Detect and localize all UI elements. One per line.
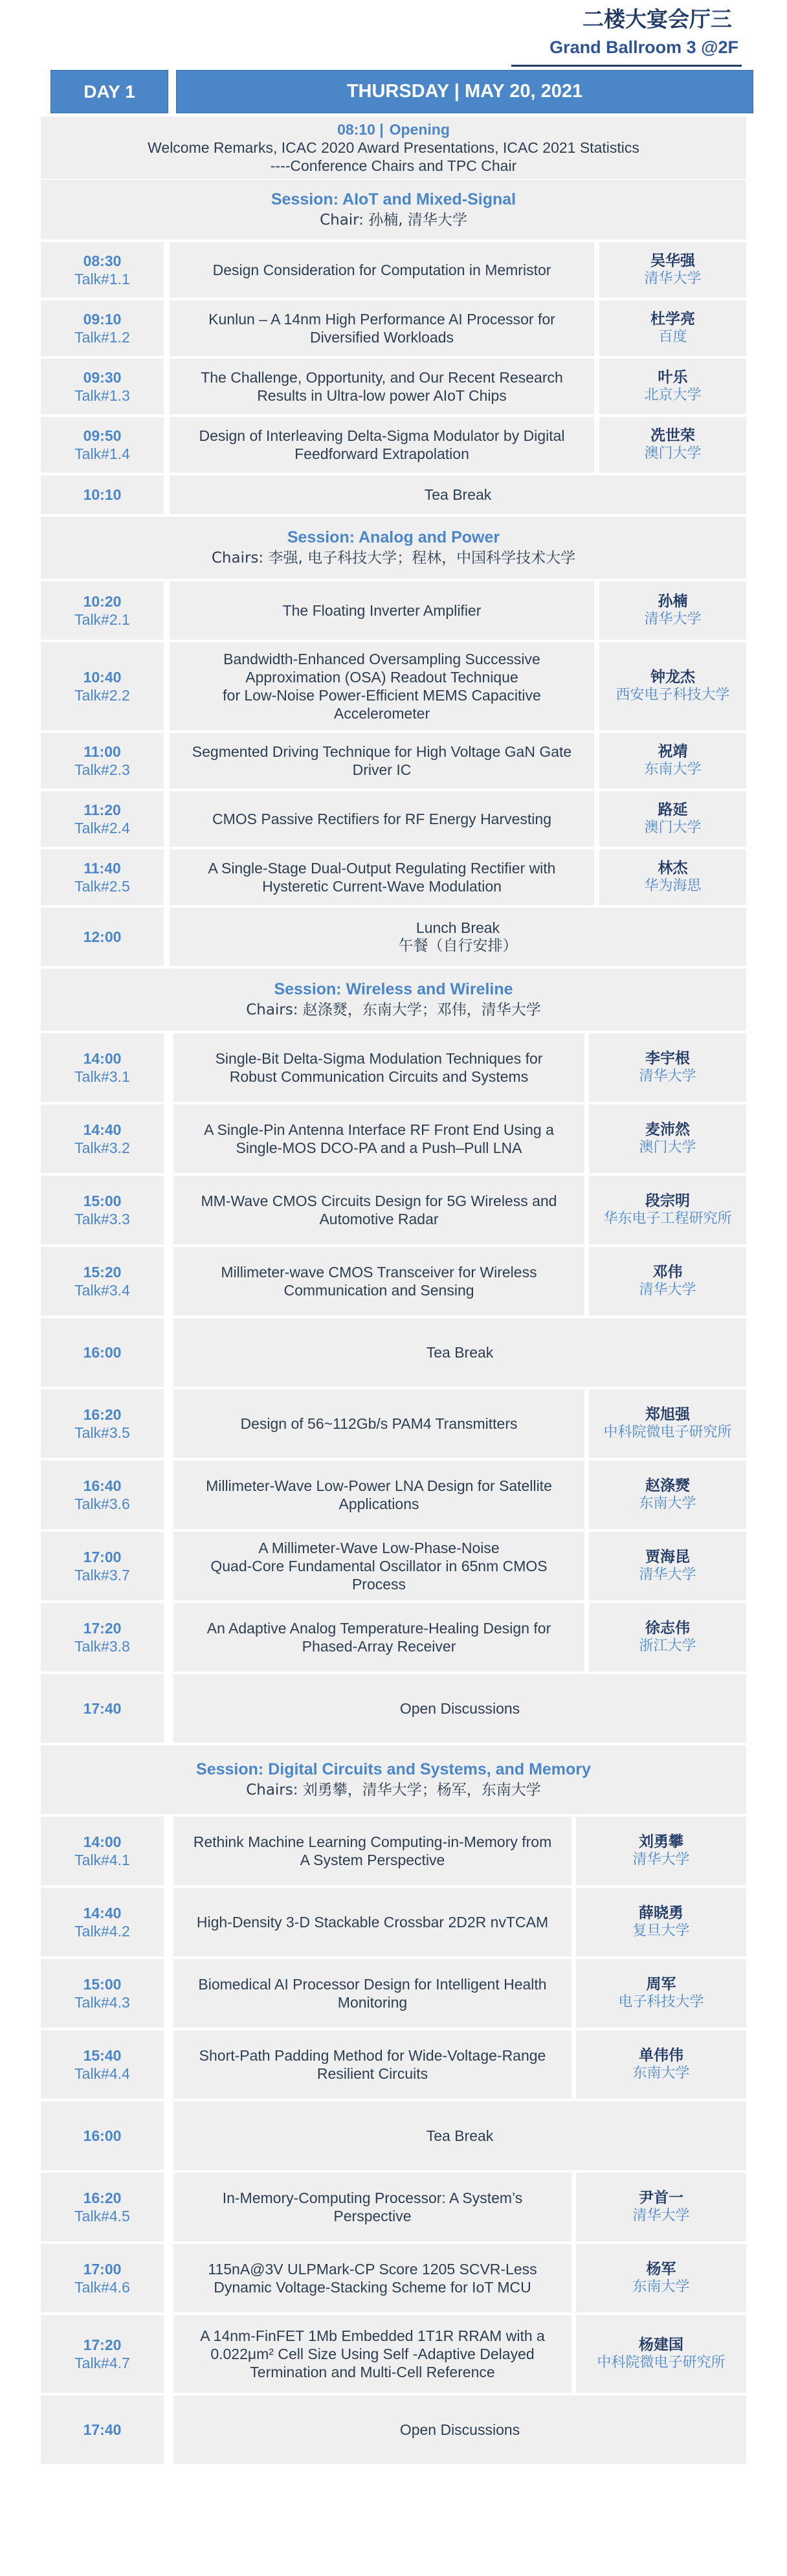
talk-title: Single-MOS DCO-PA and a Push–Pull LNA — [236, 1139, 522, 1156]
break-cell — [170, 908, 746, 966]
talk-time-cell — [41, 1959, 164, 2028]
speaker-name: 徐志伟 — [645, 1620, 690, 1637]
break-cell — [173, 1318, 746, 1387]
speaker-cell — [599, 849, 746, 905]
talk-time-cell — [41, 1532, 164, 1600]
talk-time-cell — [41, 2244, 164, 2313]
speaker-affiliation: 东南大学 — [639, 1495, 696, 1512]
talk-number: Talk#4.2 — [74, 1923, 130, 1940]
talk-time: 14:40 — [83, 1905, 122, 1921]
talk-time-cell — [41, 1888, 164, 1956]
talk-title: The Floating Inverter Amplifier — [282, 602, 482, 619]
speaker-affiliation: 华东电子工程研究所 — [603, 1211, 732, 1227]
talk-title: Termination and Multi-Cell Reference — [250, 2364, 495, 2380]
opening-time: 08:10 | — [337, 121, 384, 138]
talk-number: Talk#3.3 — [74, 1211, 130, 1227]
break-cell — [170, 475, 746, 514]
session-chairs: Chairs: 刘勇攀，清华大学；杨军，东南大学 — [246, 1782, 541, 1798]
speaker-name: 赵涤燹 — [645, 1477, 690, 1494]
talk-title-cell — [170, 359, 594, 414]
speaker-affiliation: 澳门大学 — [644, 445, 702, 462]
break-label: Tea Break — [424, 486, 492, 503]
break-label: Tea Break — [426, 2127, 494, 2144]
speaker-cell — [599, 791, 746, 847]
speaker-cell — [589, 1389, 746, 1458]
talk-title: Approximation (OSA) Readout Technique — [245, 669, 518, 686]
talk-title: Single-Bit Delta-Sigma Modulation Techniques for — [215, 1050, 543, 1067]
talk-title-cell — [173, 1532, 584, 1600]
talk-title: Feedforward Extrapolation — [294, 445, 469, 462]
speaker-name: 冼世荣 — [650, 427, 695, 444]
talk-time-cell — [41, 733, 164, 789]
talk-title-cell — [170, 849, 594, 905]
talk-time: 16:40 — [83, 1477, 122, 1494]
speaker-affiliation: 百度 — [658, 329, 687, 345]
speaker-name: 尹首一 — [639, 2190, 683, 2206]
speaker-affiliation: 东南大学 — [632, 2279, 690, 2295]
talk-time: 11:40 — [83, 860, 121, 877]
day-label: DAY 1 — [50, 70, 168, 113]
break-note: 午餐（自行安排） — [398, 937, 518, 954]
talk-title-cell — [173, 2315, 571, 2393]
speaker-cell — [599, 581, 746, 640]
speaker-cell — [599, 417, 746, 473]
speaker-affiliation: 北京大学 — [644, 387, 702, 403]
break-time-cell — [41, 475, 164, 514]
talk-title-cell — [173, 2173, 571, 2241]
talk-title: A Single-Stage Dual-Output Regulating Rectifier with — [208, 860, 556, 877]
talk-number: Talk#3.2 — [74, 1139, 130, 1156]
talk-time: 10:40 — [83, 669, 122, 686]
talk-title: High-Density 3-D Stackable Crossbar 2D2R nvTCAM — [196, 1914, 549, 1931]
talk-title-cell — [173, 1959, 571, 2028]
speaker-cell — [599, 733, 746, 789]
speaker-cell — [589, 1033, 746, 1102]
talk-title: for Low-Noise Power-Efficient MEMS Capacitive — [223, 687, 541, 704]
talk-time: 10:20 — [83, 593, 122, 610]
speaker-cell — [576, 1959, 746, 2028]
talk-time-cell — [41, 417, 164, 473]
talk-title: Millimeter-Wave Low-Power LNA Design for Satellite — [206, 1477, 552, 1494]
talk-title-cell — [170, 791, 594, 847]
speaker-affiliation: 清华大学 — [632, 1852, 690, 1868]
break-time-cell — [41, 908, 164, 966]
talk-title: Quad-Core Fundamental Oscillator in 65nm CMOS — [210, 1558, 548, 1574]
talk-number: Talk#2.3 — [74, 761, 130, 778]
break-time: 12:00 — [83, 928, 122, 945]
talk-title-cell — [173, 1817, 571, 1885]
break-label: Lunch Break — [416, 919, 500, 936]
opening-block — [41, 117, 746, 179]
talk-time: 15:00 — [83, 1976, 122, 1993]
talk-title-cell — [173, 1603, 584, 1672]
talk-title: Diversified Workloads — [310, 329, 454, 346]
talk-number: Talk#2.5 — [74, 878, 130, 895]
opening-line: ----Conference Chairs and TPC Chair — [270, 157, 517, 174]
talk-time-cell — [41, 2315, 164, 2393]
break-label: Open Discussions — [399, 2421, 520, 2438]
talk-time-cell — [41, 2030, 164, 2099]
hall-name-en: Grand Ballroom 3 @2F — [549, 38, 738, 57]
talk-title: Kunlun – A 14nm High Performance AI Processor for — [208, 311, 555, 328]
talk-time: 09:50 — [83, 427, 122, 444]
speaker-affiliation: 复旦大学 — [632, 1923, 690, 1939]
session-title: Session: Analog and Power — [287, 528, 500, 546]
speaker-affiliation: 中科院微电子研究所 — [603, 1424, 732, 1440]
talk-title-cell — [170, 733, 594, 789]
speaker-name: 周军 — [646, 1976, 676, 1993]
talk-time-cell — [41, 1247, 164, 1316]
talk-title: Perspective — [333, 2208, 412, 2224]
talk-time-cell — [41, 1461, 164, 1529]
talk-title-cell — [170, 642, 594, 730]
talk-title: A 14nm-FinFET 1Mb Embedded 1T1R RRAM with a — [200, 2327, 545, 2344]
talk-title: A Single-Pin Antenna Interface RF Front End Using a — [204, 1121, 554, 1138]
speaker-affiliation: 中科院微电子研究所 — [597, 2355, 726, 2371]
talk-title-cell — [170, 300, 594, 356]
talk-number: Talk#1.1 — [74, 271, 130, 287]
speaker-affiliation: 清华大学 — [639, 1068, 696, 1084]
talk-title: Segmented Driving Technique for High Voltage GaN Gate — [192, 743, 572, 760]
talk-title: The Challenge, Opportunity, and Our Recent Research — [201, 369, 563, 386]
talk-title: Design Consideration for Computation in Memristor — [212, 262, 551, 278]
speaker-name: 段宗明 — [645, 1193, 690, 1209]
talk-time: 15:20 — [83, 1264, 122, 1281]
break-time-cell — [41, 2395, 164, 2464]
talk-time-cell — [41, 1176, 164, 1244]
speaker-cell — [576, 2173, 746, 2241]
talk-title: In-Memory-Computing Processor: A System’s — [222, 2190, 523, 2206]
talk-title: Applications — [338, 1495, 419, 1512]
talk-title: Dynamic Voltage-Stacking Scheme for IoT MCU — [214, 2279, 531, 2296]
speaker-affiliation: 清华大学 — [632, 2208, 690, 2224]
break-time: 17:40 — [83, 2421, 122, 2438]
talk-number: Talk#4.5 — [74, 2208, 130, 2224]
opening-title: Opening — [389, 121, 450, 138]
session-header — [41, 180, 746, 240]
session-title: Session: AIoT and Mixed-Signal — [271, 190, 516, 208]
talk-time: 17:20 — [83, 1620, 122, 1637]
talk-title-cell — [170, 581, 594, 640]
talk-title: Automotive Radar — [319, 1211, 439, 1227]
break-cell — [173, 2101, 746, 2170]
talk-time-cell — [41, 242, 164, 298]
speaker-affiliation: 东南大学 — [644, 761, 702, 778]
speaker-cell — [589, 1176, 746, 1244]
speaker-name: 邓伟 — [652, 1264, 683, 1281]
header-underline — [511, 65, 742, 67]
talk-time-cell — [41, 1817, 164, 1885]
speaker-affiliation: 西安电子科技大学 — [615, 687, 730, 703]
talk-title: Millimeter-wave CMOS Transceiver for Wireless — [221, 1264, 537, 1281]
talk-title-cell — [173, 2030, 571, 2099]
talk-title-cell — [173, 1104, 584, 1173]
talk-title: Accelerometer — [333, 705, 430, 722]
talk-time: 14:40 — [83, 1121, 122, 1138]
talk-title-cell — [173, 1888, 571, 1956]
talk-time: 16:20 — [83, 1406, 122, 1423]
talk-number: Talk#2.2 — [74, 687, 130, 704]
talk-title: Hysteretic Current-Wave Modulation — [262, 878, 502, 895]
speaker-cell — [599, 300, 746, 356]
break-label: Tea Break — [426, 1344, 494, 1361]
speaker-cell — [589, 1247, 746, 1316]
talk-time-cell — [41, 1389, 164, 1458]
talk-time: 15:00 — [83, 1193, 122, 1209]
break-cell — [173, 2395, 746, 2464]
session-chairs: Chair: 孙楠, 清华大学 — [320, 212, 467, 229]
date-label: THURSDAY | MAY 20, 2021 — [176, 70, 753, 113]
talk-number: Talk#3.8 — [74, 1638, 130, 1655]
speaker-name: 薛晓勇 — [639, 1905, 683, 1921]
speaker-cell — [599, 359, 746, 414]
talk-time-cell — [41, 849, 164, 905]
talk-title-cell — [173, 1033, 584, 1102]
speaker-name: 杜学亮 — [650, 311, 695, 328]
session-header — [41, 517, 746, 579]
session-header — [41, 1745, 746, 1814]
speaker-name: 祝靖 — [658, 743, 688, 760]
talk-time: 11:00 — [83, 743, 121, 760]
speaker-affiliation: 澳门大学 — [644, 820, 702, 836]
speaker-name: 路延 — [658, 801, 688, 818]
talk-title: 0.022μm² Cell Size Using Self -Adaptive Delayed — [210, 2346, 535, 2362]
talk-title: Results in Ultra-low power AIoT Chips — [257, 387, 507, 404]
speaker-affiliation: 浙江大学 — [639, 1638, 696, 1654]
speaker-name: 林杰 — [658, 860, 688, 877]
talk-title: MM-Wave CMOS Circuits Design for 5G Wireless and — [201, 1193, 557, 1209]
speaker-name: 单伟伟 — [639, 2047, 683, 2064]
talk-title-cell — [173, 1247, 584, 1316]
talk-number: Talk#1.3 — [74, 387, 130, 404]
talk-number: Talk#3.6 — [74, 1495, 130, 1512]
talk-number: Talk#4.4 — [74, 2065, 130, 2082]
talk-number: Talk#3.5 — [74, 1424, 130, 1441]
speaker-name: 吴华强 — [650, 252, 695, 269]
talk-time: 17:00 — [83, 1549, 122, 1565]
break-time-cell — [41, 2101, 164, 2170]
speaker-name: 杨建国 — [639, 2336, 683, 2353]
speaker-cell — [576, 1817, 746, 1885]
talk-title: CMOS Passive Rectifiers for RF Energy Harvesting — [212, 811, 552, 827]
talk-time: 08:30 — [83, 252, 122, 269]
talk-title: Biomedical AI Processor Design for Intelligent Health — [198, 1976, 547, 1993]
speaker-affiliation: 清华大学 — [644, 271, 702, 287]
talk-title: Short-Path Padding Method for Wide-Voltage-Range — [199, 2047, 546, 2064]
talk-time: 11:20 — [83, 801, 121, 818]
speaker-name: 麦沛然 — [645, 1121, 690, 1138]
speaker-name: 叶乐 — [658, 369, 688, 386]
speaker-name: 钟龙杰 — [650, 669, 695, 686]
speaker-affiliation: 东南大学 — [632, 2065, 690, 2081]
speaker-cell — [599, 642, 746, 730]
talk-title: A Millimeter-Wave Low-Phase-Noise — [258, 1540, 500, 1556]
speaker-affiliation: 清华大学 — [639, 1282, 696, 1298]
session-chairs: Chairs: 李强, 电子科技大学；程林，中国科学技术大学 — [211, 550, 576, 566]
speaker-name: 孙楠 — [658, 593, 688, 610]
talk-time-cell — [41, 1033, 164, 1102]
speaker-affiliation: 澳门大学 — [639, 1139, 696, 1156]
talk-title-cell — [170, 417, 594, 473]
talk-title: 115nA@3V ULPMark-CP Score 1205 SCVR-Less — [208, 2261, 537, 2278]
talk-time-cell — [41, 2173, 164, 2241]
speaker-cell — [589, 1104, 746, 1173]
speaker-affiliation: 清华大学 — [639, 1567, 696, 1583]
speaker-name: 郑旭强 — [645, 1406, 690, 1423]
talk-title: Robust Communication Circuits and Systems — [229, 1068, 529, 1085]
talk-number: Talk#3.7 — [74, 1567, 130, 1584]
talk-time: 17:00 — [83, 2261, 122, 2278]
talk-time-cell — [41, 300, 164, 356]
talk-title-cell — [173, 2244, 571, 2313]
talk-title: Monitoring — [337, 1994, 408, 2011]
break-cell — [173, 1674, 746, 1743]
talk-time-cell — [41, 359, 164, 414]
break-time: 16:00 — [83, 1344, 122, 1361]
talk-time: 09:30 — [83, 369, 122, 386]
talk-title-cell — [173, 1461, 584, 1529]
speaker-name: 贾海昆 — [645, 1549, 690, 1565]
speaker-name: 李宇根 — [645, 1050, 690, 1067]
talk-number: Talk#4.7 — [74, 2355, 130, 2371]
talk-title: Process — [351, 1576, 406, 1593]
talk-title: Resilient Circuits — [316, 2065, 428, 2082]
speaker-name: 刘勇攀 — [639, 1833, 683, 1850]
break-time-cell — [41, 1674, 164, 1743]
speaker-cell — [589, 1532, 746, 1600]
talk-title: Phased-Array Receiver — [302, 1638, 456, 1655]
talk-title: A System Perspective — [300, 1852, 445, 1868]
talk-time-cell — [41, 791, 164, 847]
talk-title: An Adaptive Analog Temperature-Healing Design for — [206, 1620, 551, 1637]
talk-time-cell — [41, 1603, 164, 1672]
talk-title: Rethink Machine Learning Computing-in-Memory from — [193, 1833, 552, 1850]
hall-name-cn: 二楼大宴会厅三 — [582, 6, 732, 32]
talk-title: Design of 56~112Gb/s PAM4 Transmitters — [240, 1415, 518, 1432]
session-title: Session: Wireless and Wireline — [274, 980, 513, 998]
speaker-cell — [589, 1603, 746, 1672]
talk-number: Talk#2.4 — [74, 820, 130, 836]
session-chairs: Chairs: 赵涤燹，东南大学；邓伟，清华大学 — [246, 1002, 541, 1018]
talk-title: Bandwidth-Enhanced Oversampling Successive — [223, 651, 540, 667]
talk-time-cell — [41, 1104, 164, 1173]
break-time: 17:40 — [83, 1700, 122, 1717]
talk-title: Design of Interleaving Delta-Sigma Modulator by Digital — [199, 427, 565, 444]
talk-number: Talk#2.1 — [74, 611, 130, 628]
break-label: Open Discussions — [399, 1700, 520, 1717]
talk-title-cell — [173, 1176, 584, 1244]
talk-time: 14:00 — [83, 1833, 122, 1850]
talk-number: Talk#3.1 — [74, 1068, 130, 1085]
speaker-cell — [589, 1461, 746, 1529]
talk-time: 17:20 — [83, 2336, 122, 2353]
talk-time: 09:10 — [83, 311, 122, 328]
talk-number: Talk#4.1 — [74, 1852, 130, 1868]
opening-line: Welcome Remarks, ICAC 2020 Award Presentations, ICAC 2021 Statistics — [148, 139, 639, 156]
talk-number: Talk#1.2 — [74, 329, 130, 346]
speaker-affiliation: 清华大学 — [644, 611, 702, 627]
break-time: 16:00 — [83, 2127, 122, 2144]
talk-time-cell — [41, 581, 164, 640]
talk-title-cell — [173, 1389, 584, 1458]
talk-number: Talk#4.3 — [74, 1994, 130, 2011]
speaker-affiliation: 华为海思 — [644, 878, 702, 894]
session-header — [41, 969, 746, 1031]
speaker-cell — [576, 1888, 746, 1956]
speaker-cell — [576, 2030, 746, 2099]
talk-title: Driver IC — [352, 761, 412, 778]
speaker-cell — [576, 2315, 746, 2393]
break-time-cell — [41, 1318, 164, 1387]
speaker-cell — [599, 242, 746, 298]
talk-time: 14:00 — [83, 1050, 122, 1067]
speaker-affiliation: 电子科技大学 — [618, 1994, 704, 2010]
talk-time: 15:40 — [83, 2047, 122, 2064]
speaker-cell — [576, 2244, 746, 2313]
talk-title-cell — [170, 242, 594, 298]
talk-time-cell — [41, 642, 164, 730]
break-time: 10:10 — [83, 486, 122, 503]
speaker-name: 杨军 — [646, 2261, 676, 2278]
session-title: Session: Digital Circuits and Systems, and Memory — [196, 1760, 591, 1778]
talk-number: Talk#4.6 — [74, 2279, 130, 2296]
talk-number: Talk#1.4 — [74, 445, 130, 462]
talk-title: Communication and Sensing — [283, 1282, 474, 1299]
talk-number: Talk#3.4 — [74, 1282, 130, 1299]
talk-time: 16:20 — [83, 2190, 122, 2206]
